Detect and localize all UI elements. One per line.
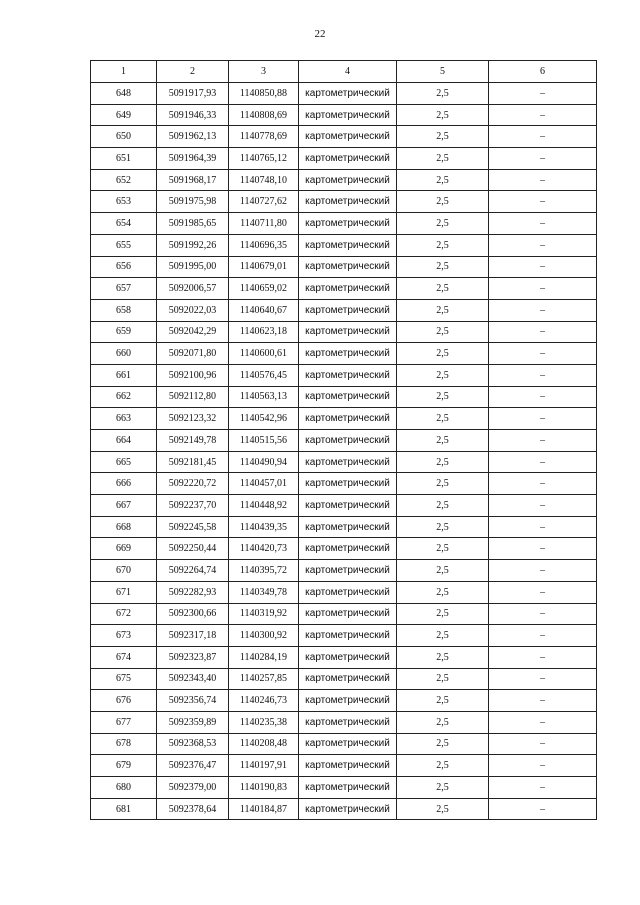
accuracy-cell: 2,5 xyxy=(397,516,489,538)
x-coordinate-cell: 5092378,64 xyxy=(157,798,229,820)
note-cell: – xyxy=(489,126,597,148)
x-coordinate-cell: 5092100,96 xyxy=(157,364,229,386)
accuracy-cell: 2,5 xyxy=(397,386,489,408)
method-cell: картометрический xyxy=(299,83,397,105)
y-coordinate-cell: 1140623,18 xyxy=(229,321,299,343)
point-number-cell: 679 xyxy=(91,755,157,777)
method-cell: картометрический xyxy=(299,581,397,603)
y-coordinate-cell: 1140284,19 xyxy=(229,646,299,668)
y-coordinate-cell: 1140778,69 xyxy=(229,126,299,148)
x-coordinate-cell: 5092042,29 xyxy=(157,321,229,343)
point-number-cell: 648 xyxy=(91,83,157,105)
y-coordinate-cell: 1140640,67 xyxy=(229,299,299,321)
note-cell: – xyxy=(489,733,597,755)
x-coordinate-cell: 5091968,17 xyxy=(157,169,229,191)
method-cell: картометрический xyxy=(299,625,397,647)
point-number-cell: 657 xyxy=(91,278,157,300)
x-coordinate-cell: 5091964,39 xyxy=(157,148,229,170)
table-row xyxy=(91,777,597,799)
note-cell: – xyxy=(489,213,597,235)
point-number-cell: 669 xyxy=(91,538,157,560)
table-row xyxy=(91,299,597,321)
x-coordinate-cell: 5092376,47 xyxy=(157,755,229,777)
method-cell: картометрический xyxy=(299,473,397,495)
accuracy-cell: 2,5 xyxy=(397,278,489,300)
point-number-cell: 650 xyxy=(91,126,157,148)
x-coordinate-cell: 5091917,93 xyxy=(157,83,229,105)
y-coordinate-cell: 1140184,87 xyxy=(229,798,299,820)
accuracy-cell: 2,5 xyxy=(397,83,489,105)
note-cell: – xyxy=(489,430,597,452)
note-cell: – xyxy=(489,473,597,495)
method-cell: картометрический xyxy=(299,299,397,321)
y-coordinate-cell: 1140448,92 xyxy=(229,495,299,517)
column-header-1: 1 xyxy=(91,61,157,83)
accuracy-cell: 2,5 xyxy=(397,690,489,712)
x-coordinate-cell: 5092359,89 xyxy=(157,711,229,733)
point-number-cell: 652 xyxy=(91,169,157,191)
accuracy-cell: 2,5 xyxy=(397,104,489,126)
y-coordinate-cell: 1140208,48 xyxy=(229,733,299,755)
point-number-cell: 670 xyxy=(91,560,157,582)
y-coordinate-cell: 1140563,13 xyxy=(229,386,299,408)
method-cell: картометрический xyxy=(299,104,397,126)
accuracy-cell: 2,5 xyxy=(397,256,489,278)
note-cell: – xyxy=(489,560,597,582)
table-row xyxy=(91,733,597,755)
method-cell: картометрический xyxy=(299,560,397,582)
table-row xyxy=(91,343,597,365)
x-coordinate-cell: 5092250,44 xyxy=(157,538,229,560)
table-row xyxy=(91,191,597,213)
point-number-cell: 660 xyxy=(91,343,157,365)
note-cell: – xyxy=(489,104,597,126)
note-cell: – xyxy=(489,516,597,538)
method-cell: картометрический xyxy=(299,603,397,625)
accuracy-cell: 2,5 xyxy=(397,364,489,386)
y-coordinate-cell: 1140235,38 xyxy=(229,711,299,733)
y-coordinate-cell: 1140727,62 xyxy=(229,191,299,213)
point-number-cell: 678 xyxy=(91,733,157,755)
table-row xyxy=(91,83,597,105)
x-coordinate-cell: 5092181,45 xyxy=(157,451,229,473)
x-coordinate-cell: 5092343,40 xyxy=(157,668,229,690)
table-header-row xyxy=(91,61,597,83)
point-number-cell: 680 xyxy=(91,777,157,799)
table-row xyxy=(91,690,597,712)
x-coordinate-cell: 5092264,74 xyxy=(157,560,229,582)
table-row xyxy=(91,321,597,343)
note-cell: – xyxy=(489,625,597,647)
method-cell: картометрический xyxy=(299,256,397,278)
y-coordinate-cell: 1140659,02 xyxy=(229,278,299,300)
point-number-cell: 653 xyxy=(91,191,157,213)
y-coordinate-cell: 1140542,96 xyxy=(229,408,299,430)
method-cell: картометрический xyxy=(299,126,397,148)
accuracy-cell: 2,5 xyxy=(397,169,489,191)
x-coordinate-cell: 5092317,18 xyxy=(157,625,229,647)
point-number-cell: 681 xyxy=(91,798,157,820)
method-cell: картометрический xyxy=(299,343,397,365)
accuracy-cell: 2,5 xyxy=(397,451,489,473)
y-coordinate-cell: 1140395,72 xyxy=(229,560,299,582)
method-cell: картометрический xyxy=(299,777,397,799)
y-coordinate-cell: 1140190,83 xyxy=(229,777,299,799)
table-row xyxy=(91,278,597,300)
accuracy-cell: 2,5 xyxy=(397,560,489,582)
x-coordinate-cell: 5091995,00 xyxy=(157,256,229,278)
point-number-cell: 666 xyxy=(91,473,157,495)
accuracy-cell: 2,5 xyxy=(397,299,489,321)
table-row xyxy=(91,126,597,148)
x-coordinate-cell: 5092071,80 xyxy=(157,343,229,365)
note-cell: – xyxy=(489,299,597,321)
x-coordinate-cell: 5091985,65 xyxy=(157,213,229,235)
method-cell: картометрический xyxy=(299,711,397,733)
column-header-6: 6 xyxy=(489,61,597,83)
accuracy-cell: 2,5 xyxy=(397,777,489,799)
table-row xyxy=(91,625,597,647)
note-cell: – xyxy=(489,278,597,300)
note-cell: – xyxy=(489,668,597,690)
accuracy-cell: 2,5 xyxy=(397,538,489,560)
point-number-cell: 656 xyxy=(91,256,157,278)
point-number-cell: 661 xyxy=(91,364,157,386)
point-number-cell: 651 xyxy=(91,148,157,170)
note-cell: – xyxy=(489,386,597,408)
point-number-cell: 654 xyxy=(91,213,157,235)
accuracy-cell: 2,5 xyxy=(397,495,489,517)
accuracy-cell: 2,5 xyxy=(397,625,489,647)
accuracy-cell: 2,5 xyxy=(397,234,489,256)
x-coordinate-cell: 5092323,87 xyxy=(157,646,229,668)
note-cell: – xyxy=(489,646,597,668)
note-cell: – xyxy=(489,451,597,473)
y-coordinate-cell: 1140439,35 xyxy=(229,516,299,538)
table-row xyxy=(91,430,597,452)
y-coordinate-cell: 1140490,94 xyxy=(229,451,299,473)
accuracy-cell: 2,5 xyxy=(397,213,489,235)
note-cell: – xyxy=(489,191,597,213)
table-row xyxy=(91,560,597,582)
table-row xyxy=(91,451,597,473)
coordinates-table xyxy=(90,60,597,820)
accuracy-cell: 2,5 xyxy=(397,755,489,777)
method-cell: картометрический xyxy=(299,148,397,170)
note-cell: – xyxy=(489,321,597,343)
accuracy-cell: 2,5 xyxy=(397,646,489,668)
method-cell: картометрический xyxy=(299,430,397,452)
x-coordinate-cell: 5092112,80 xyxy=(157,386,229,408)
y-coordinate-cell: 1140765,12 xyxy=(229,148,299,170)
y-coordinate-cell: 1140420,73 xyxy=(229,538,299,560)
note-cell: – xyxy=(489,690,597,712)
table-row xyxy=(91,798,597,820)
x-coordinate-cell: 5092245,58 xyxy=(157,516,229,538)
accuracy-cell: 2,5 xyxy=(397,603,489,625)
page-number: 22 xyxy=(314,28,326,40)
point-number-cell: 675 xyxy=(91,668,157,690)
y-coordinate-cell: 1140600,61 xyxy=(229,343,299,365)
method-cell: картометрический xyxy=(299,408,397,430)
y-coordinate-cell: 1140300,92 xyxy=(229,625,299,647)
x-coordinate-cell: 5092220,72 xyxy=(157,473,229,495)
point-number-cell: 665 xyxy=(91,451,157,473)
table-row xyxy=(91,581,597,603)
point-number-cell: 668 xyxy=(91,516,157,538)
method-cell: картометрический xyxy=(299,495,397,517)
x-coordinate-cell: 5092022,03 xyxy=(157,299,229,321)
point-number-cell: 662 xyxy=(91,386,157,408)
accuracy-cell: 2,5 xyxy=(397,148,489,170)
method-cell: картометрический xyxy=(299,191,397,213)
accuracy-cell: 2,5 xyxy=(397,191,489,213)
table-row xyxy=(91,516,597,538)
y-coordinate-cell: 1140850,88 xyxy=(229,83,299,105)
point-number-cell: 676 xyxy=(91,690,157,712)
table-row xyxy=(91,213,597,235)
note-cell: – xyxy=(489,148,597,170)
method-cell: картометрический xyxy=(299,169,397,191)
y-coordinate-cell: 1140457,01 xyxy=(229,473,299,495)
table-row xyxy=(91,386,597,408)
table-row xyxy=(91,234,597,256)
note-cell: – xyxy=(489,364,597,386)
y-coordinate-cell: 1140246,73 xyxy=(229,690,299,712)
point-number-cell: 677 xyxy=(91,711,157,733)
y-coordinate-cell: 1140319,92 xyxy=(229,603,299,625)
table-row xyxy=(91,603,597,625)
method-cell: картометрический xyxy=(299,668,397,690)
method-cell: картометрический xyxy=(299,538,397,560)
x-coordinate-cell: 5092006,57 xyxy=(157,278,229,300)
accuracy-cell: 2,5 xyxy=(397,430,489,452)
point-number-cell: 663 xyxy=(91,408,157,430)
method-cell: картометрический xyxy=(299,278,397,300)
table-row xyxy=(91,711,597,733)
note-cell: – xyxy=(489,83,597,105)
method-cell: картометрический xyxy=(299,798,397,820)
y-coordinate-cell: 1140257,85 xyxy=(229,668,299,690)
note-cell: – xyxy=(489,538,597,560)
x-coordinate-cell: 5092356,74 xyxy=(157,690,229,712)
point-number-cell: 664 xyxy=(91,430,157,452)
column-header-2: 2 xyxy=(157,61,229,83)
table-row xyxy=(91,473,597,495)
point-number-cell: 658 xyxy=(91,299,157,321)
method-cell: картометрический xyxy=(299,690,397,712)
accuracy-cell: 2,5 xyxy=(397,798,489,820)
accuracy-cell: 2,5 xyxy=(397,126,489,148)
x-coordinate-cell: 5091946,33 xyxy=(157,104,229,126)
column-header-5: 5 xyxy=(397,61,489,83)
method-cell: картометрический xyxy=(299,516,397,538)
table-row xyxy=(91,169,597,191)
note-cell: – xyxy=(489,798,597,820)
method-cell: картометрический xyxy=(299,755,397,777)
column-header-3: 3 xyxy=(229,61,299,83)
y-coordinate-cell: 1140576,45 xyxy=(229,364,299,386)
accuracy-cell: 2,5 xyxy=(397,733,489,755)
x-coordinate-cell: 5092123,32 xyxy=(157,408,229,430)
x-coordinate-cell: 5092300,66 xyxy=(157,603,229,625)
accuracy-cell: 2,5 xyxy=(397,473,489,495)
table-row xyxy=(91,495,597,517)
x-coordinate-cell: 5092379,00 xyxy=(157,777,229,799)
table-row xyxy=(91,755,597,777)
note-cell: – xyxy=(489,343,597,365)
y-coordinate-cell: 1140197,91 xyxy=(229,755,299,777)
x-coordinate-cell: 5091975,98 xyxy=(157,191,229,213)
note-cell: – xyxy=(489,581,597,603)
accuracy-cell: 2,5 xyxy=(397,711,489,733)
method-cell: картометрический xyxy=(299,213,397,235)
note-cell: – xyxy=(489,711,597,733)
table-row xyxy=(91,408,597,430)
y-coordinate-cell: 1140515,56 xyxy=(229,430,299,452)
method-cell: картометрический xyxy=(299,646,397,668)
table-row xyxy=(91,364,597,386)
x-coordinate-cell: 5092282,93 xyxy=(157,581,229,603)
method-cell: картометрический xyxy=(299,234,397,256)
y-coordinate-cell: 1140696,35 xyxy=(229,234,299,256)
table-row xyxy=(91,256,597,278)
note-cell: – xyxy=(489,234,597,256)
note-cell: – xyxy=(489,777,597,799)
table-row xyxy=(91,538,597,560)
note-cell: – xyxy=(489,256,597,278)
table-row xyxy=(91,668,597,690)
note-cell: – xyxy=(489,408,597,430)
point-number-cell: 671 xyxy=(91,581,157,603)
point-number-cell: 673 xyxy=(91,625,157,647)
method-cell: картометрический xyxy=(299,321,397,343)
method-cell: картометрический xyxy=(299,733,397,755)
x-coordinate-cell: 5092149,78 xyxy=(157,430,229,452)
point-number-cell: 667 xyxy=(91,495,157,517)
note-cell: – xyxy=(489,755,597,777)
table-row xyxy=(91,646,597,668)
table-row xyxy=(91,148,597,170)
column-header-4: 4 xyxy=(299,61,397,83)
accuracy-cell: 2,5 xyxy=(397,343,489,365)
x-coordinate-cell: 5092368,53 xyxy=(157,733,229,755)
table-body xyxy=(91,83,597,820)
point-number-cell: 672 xyxy=(91,603,157,625)
y-coordinate-cell: 1140349,78 xyxy=(229,581,299,603)
x-coordinate-cell: 5091992,26 xyxy=(157,234,229,256)
note-cell: – xyxy=(489,169,597,191)
accuracy-cell: 2,5 xyxy=(397,668,489,690)
x-coordinate-cell: 5092237,70 xyxy=(157,495,229,517)
method-cell: картометрический xyxy=(299,386,397,408)
accuracy-cell: 2,5 xyxy=(397,321,489,343)
accuracy-cell: 2,5 xyxy=(397,581,489,603)
y-coordinate-cell: 1140808,69 xyxy=(229,104,299,126)
y-coordinate-cell: 1140711,80 xyxy=(229,213,299,235)
method-cell: картометрический xyxy=(299,451,397,473)
point-number-cell: 649 xyxy=(91,104,157,126)
note-cell: – xyxy=(489,495,597,517)
point-number-cell: 659 xyxy=(91,321,157,343)
table-row xyxy=(91,104,597,126)
accuracy-cell: 2,5 xyxy=(397,408,489,430)
point-number-cell: 674 xyxy=(91,646,157,668)
note-cell: – xyxy=(489,603,597,625)
point-number-cell: 655 xyxy=(91,234,157,256)
method-cell: картометрический xyxy=(299,364,397,386)
y-coordinate-cell: 1140679,01 xyxy=(229,256,299,278)
x-coordinate-cell: 5091962,13 xyxy=(157,126,229,148)
y-coordinate-cell: 1140748,10 xyxy=(229,169,299,191)
